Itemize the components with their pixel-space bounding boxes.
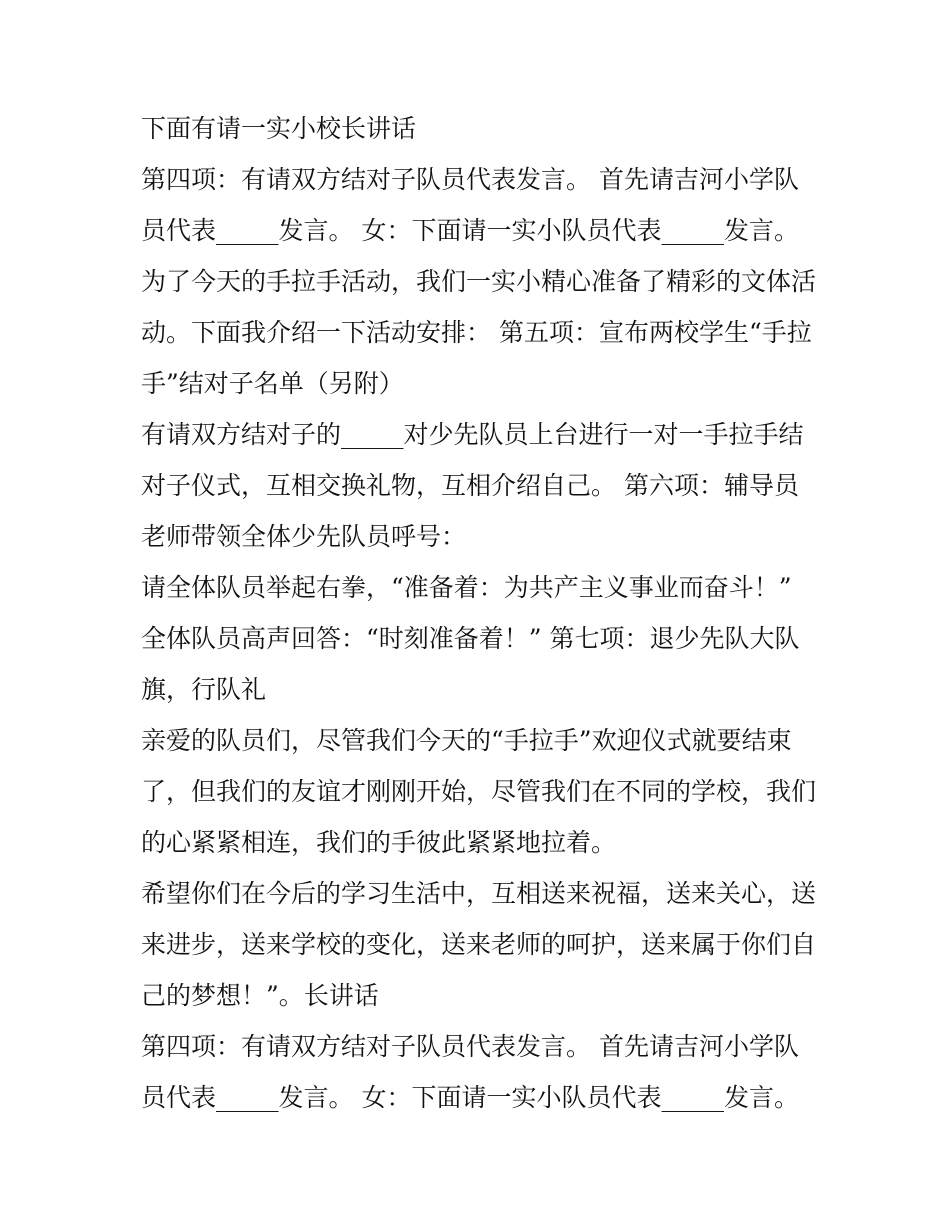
text-line: 全体队员高声回答：“时刻准备着！” 第七项：退少先队大队 <box>141 624 800 653</box>
text-line: 为了今天的手拉手活动，我们一实小精心准备了精彩的文体活 <box>141 267 817 296</box>
text-line: 希望你们在今后的学习生活中，互相送来祝福，送来关心，送 <box>141 879 817 908</box>
text-line: 亲爱的队员们，尽管我们今天的“手拉手”欢迎仪式就要结束 <box>141 726 792 755</box>
text-line: 员代表_____发言。 女：下面请一实小队员代表_____发言。 <box>141 216 799 245</box>
text-line: 己的梦想！”。长讲话 <box>141 981 379 1010</box>
text-line: 请全体队员举起右拳，“准备着：为共产主义事业而奋斗！” <box>141 573 792 602</box>
text-line: 第四项：有请双方结对子队员代表发言。 首先请吉河小学队 <box>141 1032 799 1061</box>
text-line: 对子仪式，互相交换礼物，互相介绍自己。 第六项：辅导员 <box>141 471 799 500</box>
text-line: 了，但我们的友谊才刚刚开始，尽管我们在不同的学校，我们 <box>141 777 817 806</box>
text-line: 有请双方结对子的_____对少先队员上台进行一对一手拉手结 <box>141 420 804 449</box>
text-line: 下面有请一实小校长讲话 <box>141 114 417 143</box>
text-line: 员代表_____发言。 女：下面请一实小队员代表_____发言。 <box>141 1083 799 1112</box>
text-line: 的心紧紧相连，我们的手彼此紧紧地拉着。 <box>141 828 617 857</box>
text-line: 手”结对子名单（另附） <box>141 369 404 398</box>
text-line: 老师带领全体少先队员呼号： <box>141 522 467 551</box>
text-line: 来进步，送来学校的变化，送来老师的呵护，送来属于你们自 <box>141 930 817 959</box>
text-line: 第四项：有请双方结对子队员代表发言。 首先请吉河小学队 <box>141 165 799 194</box>
text-line: 动。下面我介绍一下活动安排： 第五项：宣布两校学生“手拉 <box>141 318 812 347</box>
text-line: 旗，行队礼 <box>141 675 267 704</box>
